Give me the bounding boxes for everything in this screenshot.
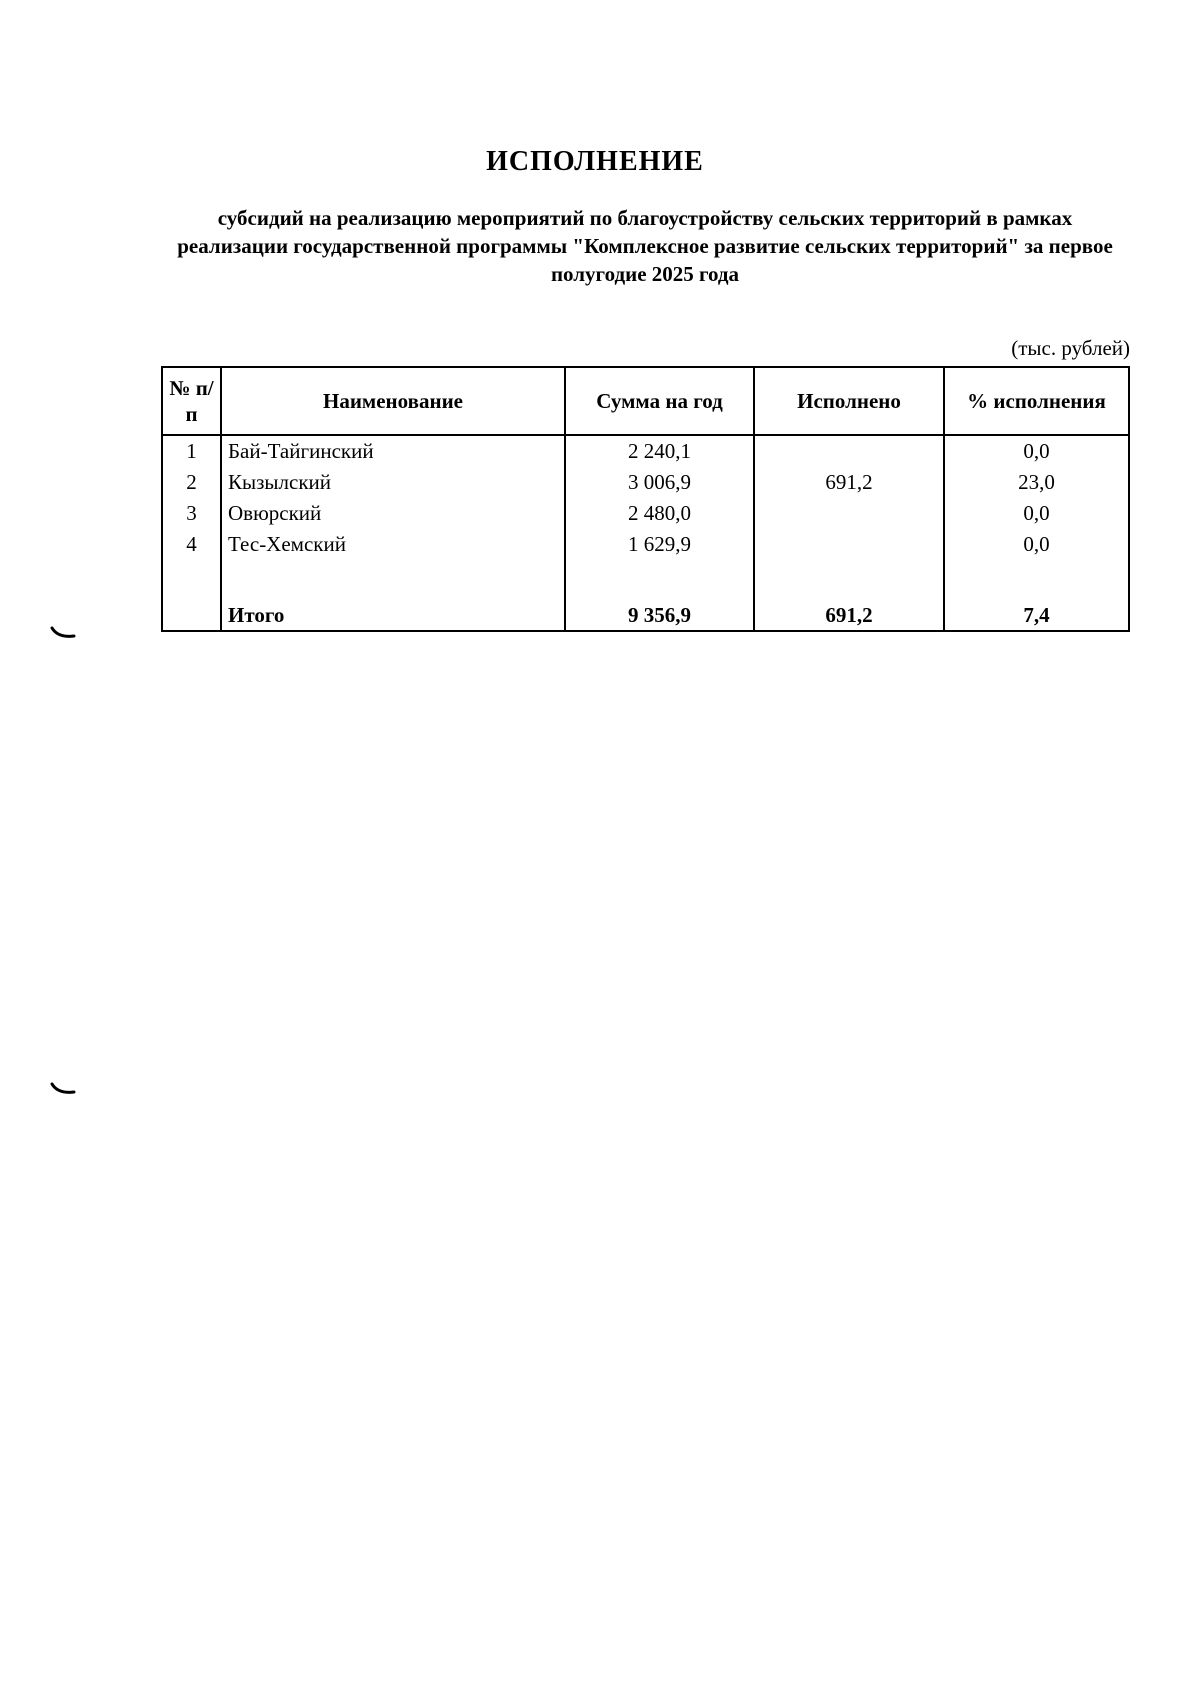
spacer-cell [162, 560, 221, 598]
execution-table [161, 366, 1130, 632]
cell-executed [754, 435, 944, 467]
cell-name: Овюрский [221, 498, 565, 529]
table-row [162, 467, 1129, 498]
cell-year-sum: 3 006,9 [565, 467, 754, 498]
cell-year-sum: 2 240,1 [565, 435, 754, 467]
spacer-cell [221, 560, 565, 598]
header-name: Наименование [221, 367, 565, 435]
cell-name: Бай-Тайгинский [221, 435, 565, 467]
cell-num: 1 [162, 435, 221, 467]
cell-percent: 0,0 [944, 498, 1129, 529]
scan-mark-bottom [50, 1082, 78, 1096]
header-percent: % исполнения [944, 367, 1129, 435]
table-spacer-row [162, 560, 1129, 598]
table-total-row [162, 598, 1129, 631]
total-name: Итого [221, 598, 565, 631]
cell-percent: 0,0 [944, 435, 1129, 467]
header-executed: Исполнено [754, 367, 944, 435]
cell-year-sum: 2 480,0 [565, 498, 754, 529]
document-subtitle: субсидий на реализацию мероприятий по благоустройству сельских территорий в рамках реализации государственной программы "Комплексное развитие сельских территорий" за первое полугодие 2025 года [177, 206, 1113, 286]
spacer-cell [565, 560, 754, 598]
cell-num: 4 [162, 529, 221, 560]
total-executed: 691,2 [754, 598, 944, 631]
header-num: № п/п [162, 367, 221, 435]
cell-percent: 0,0 [944, 529, 1129, 560]
document-title: ИСПОЛНЕНИЕ [486, 146, 704, 177]
cell-percent: 23,0 [944, 467, 1129, 498]
spacer-cell [944, 560, 1129, 598]
cell-executed [754, 498, 944, 529]
cell-year-sum: 1 629,9 [565, 529, 754, 560]
units-label: (тыс. рублей) [1011, 336, 1130, 360]
cell-executed: 691,2 [754, 467, 944, 498]
header-year-sum: Сумма на год [565, 367, 754, 435]
table-row [162, 529, 1129, 560]
cell-num: 3 [162, 498, 221, 529]
total-percent: 7,4 [944, 598, 1129, 631]
total-year-sum: 9 356,9 [565, 598, 754, 631]
cell-num: 2 [162, 467, 221, 498]
total-num-cell [162, 598, 221, 631]
scan-mark-top [50, 626, 78, 640]
cell-executed [754, 529, 944, 560]
table-header-row [162, 367, 1129, 435]
table-row [162, 498, 1129, 529]
cell-name: Кызылский [221, 467, 565, 498]
spacer-cell [754, 560, 944, 598]
cell-name: Тес-Хемский [221, 529, 565, 560]
table-row [162, 435, 1129, 467]
